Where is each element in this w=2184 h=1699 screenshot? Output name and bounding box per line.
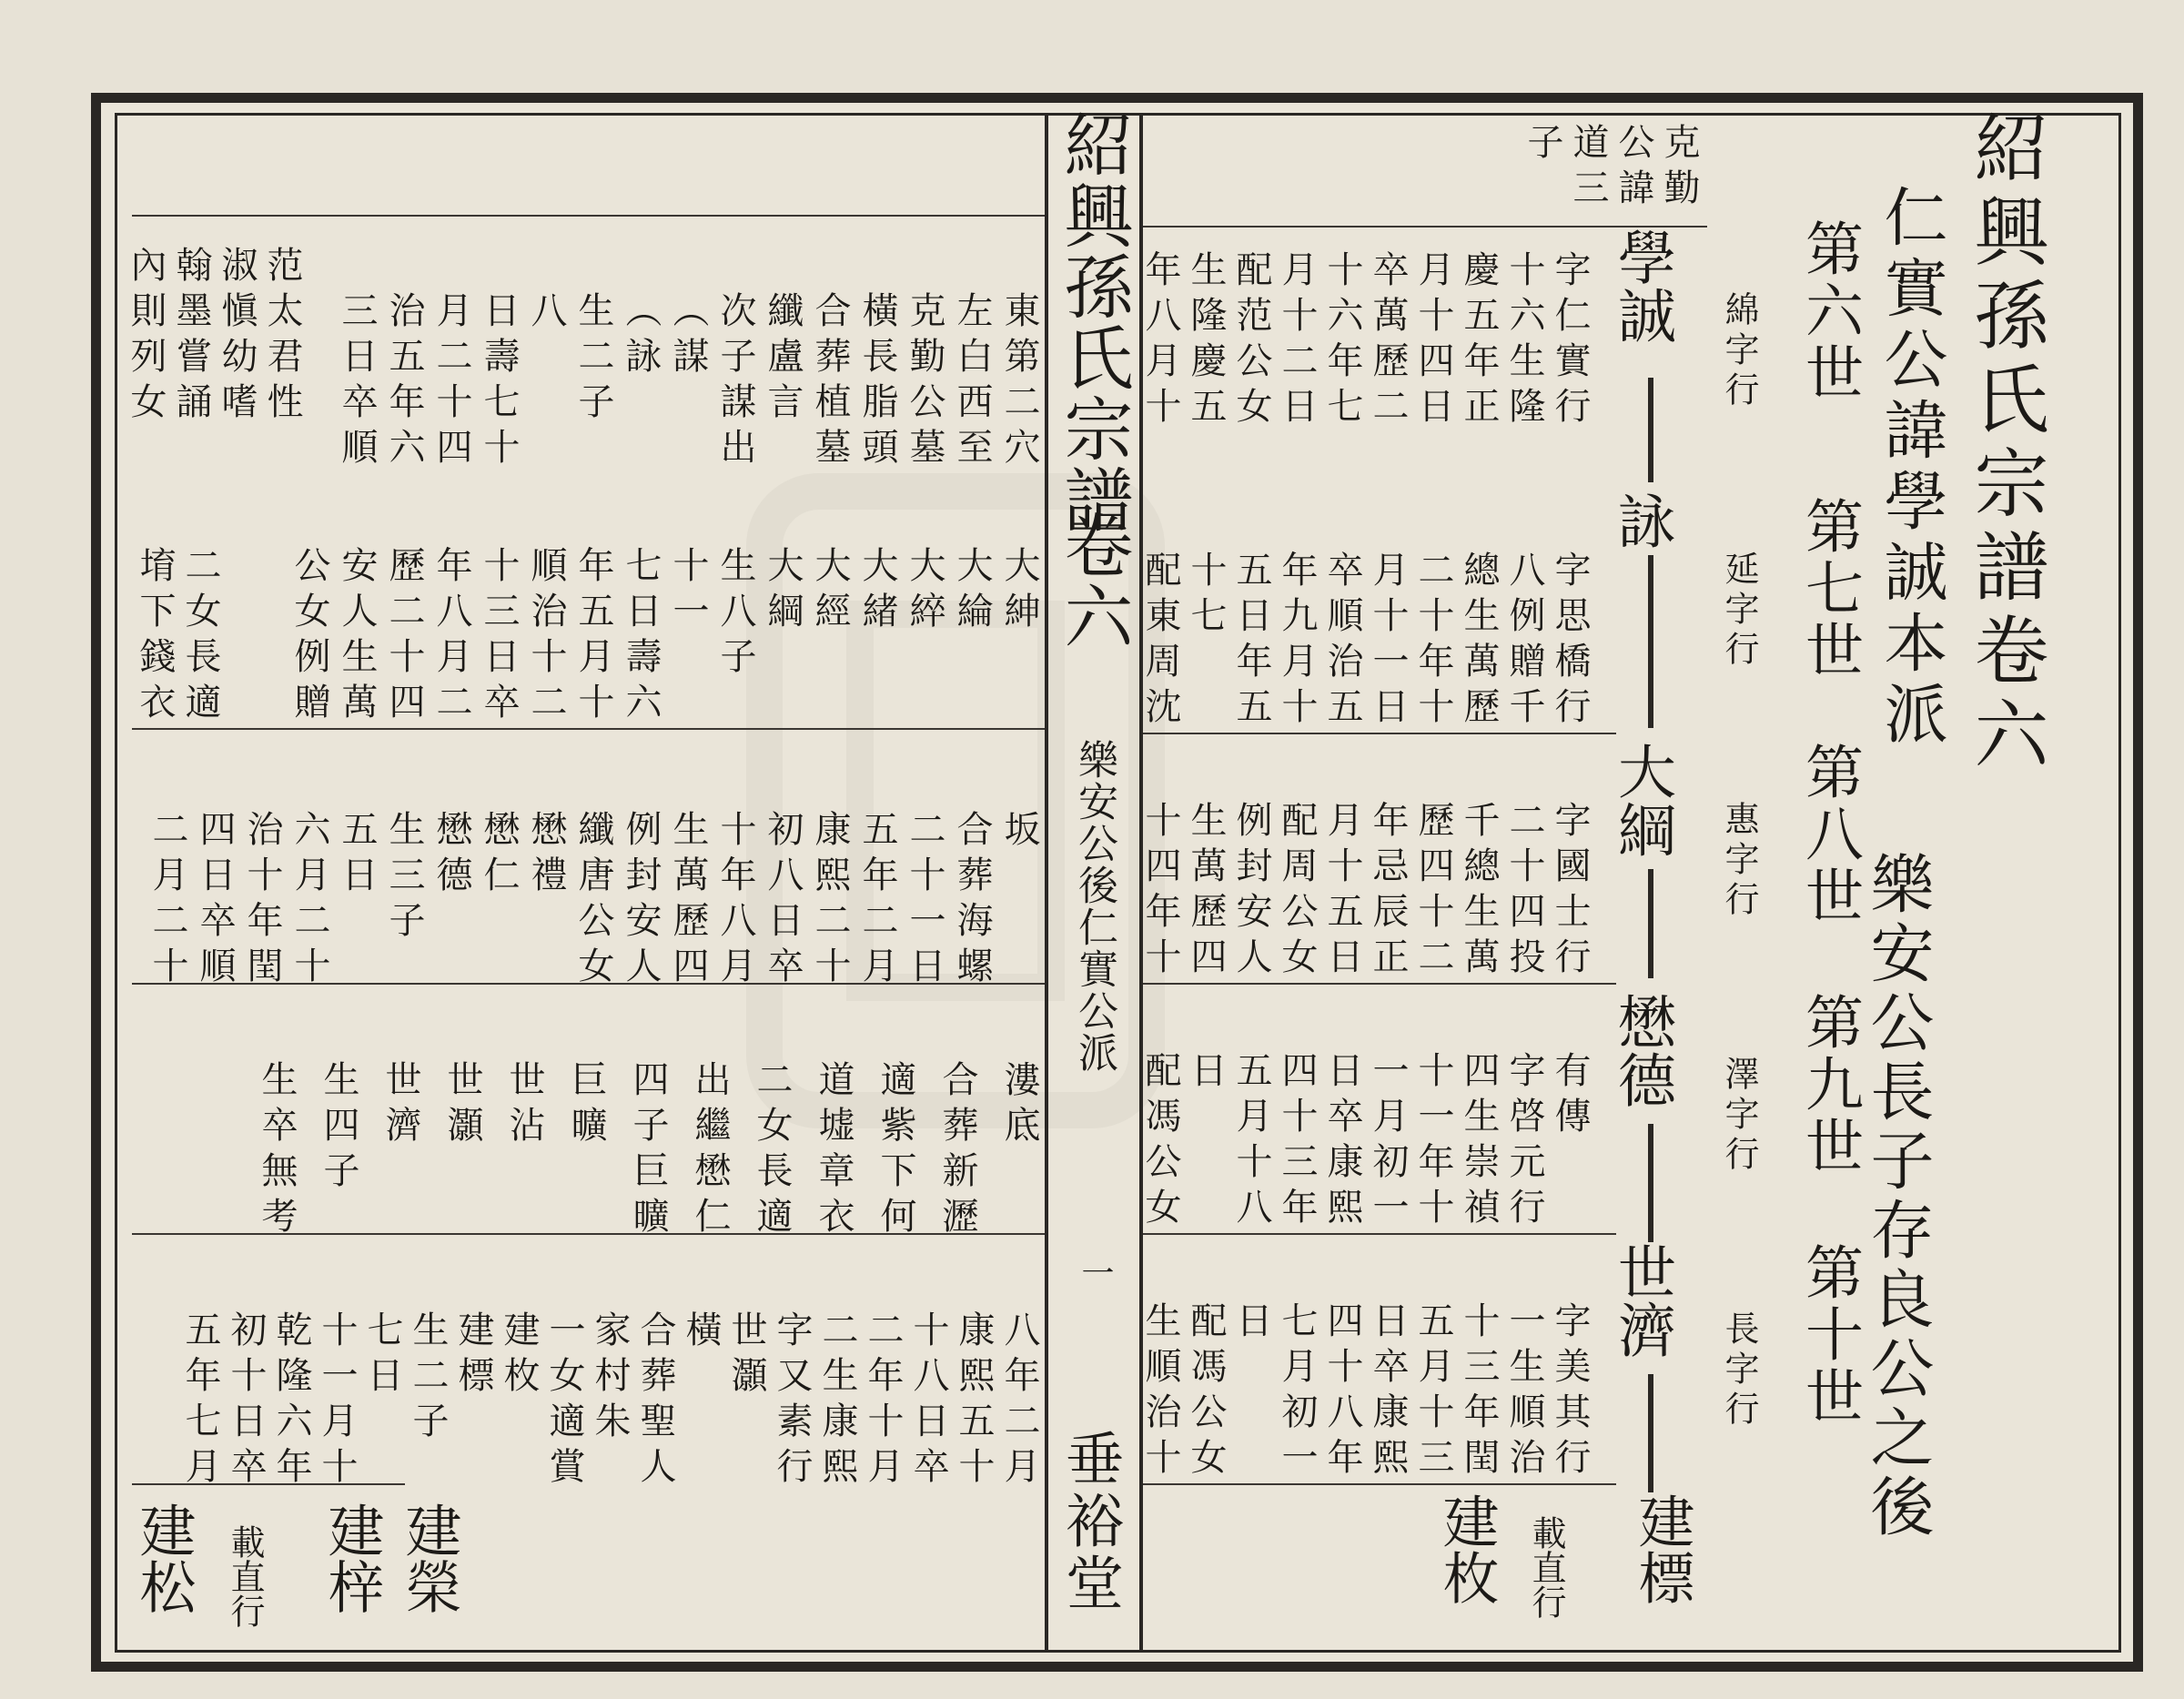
entry-column: 字國士行 (1549, 801, 1591, 983)
generation-10: 第十世 (1795, 1242, 1863, 1428)
entry-column: 左白西至 (951, 291, 993, 473)
entry-column: 大綱 (762, 546, 804, 637)
entry-column: 年八月十 (1139, 250, 1181, 432)
entry-column: 四十八年 (1321, 1301, 1363, 1483)
divider (1143, 226, 1707, 228)
entry-column: 翰墨嘗誦 (170, 246, 212, 428)
divider (132, 728, 1045, 730)
entry-column: 十三日卒 (478, 546, 520, 728)
entry-column: 年九月十 (1276, 551, 1318, 733)
left-bottom-label: 載直行 (225, 1524, 265, 1628)
hall-name: 垂裕堂 (1056, 1429, 1123, 1614)
generation-label-10: 長字行 (1719, 1310, 1759, 1431)
entry-column: 二生康熙 (816, 1310, 858, 1492)
entry-column: （謀 (667, 291, 709, 382)
entry-column: 五日 (336, 810, 378, 901)
entry-column: 月十二日 (1276, 250, 1318, 432)
entry-column: 日卒康熙 (1321, 1051, 1363, 1233)
entry-column: 十六年七 (1321, 250, 1363, 432)
entry-column: 道三 (1567, 123, 1609, 214)
entry-column: 出繼懋仁 (689, 1060, 731, 1242)
entry-column: 五月十八 (1230, 1051, 1272, 1233)
entry-column: 大經 (809, 546, 851, 637)
entry-column: 纖唐公女 (572, 810, 614, 992)
entry-column: 東第二穴 (998, 291, 1040, 473)
entry-column: 懋仁 (478, 810, 520, 901)
entry-column: （詠 (620, 291, 662, 382)
entry-column: 字啓元行 (1503, 1051, 1545, 1233)
lineage-connector (1648, 1124, 1653, 1242)
entry-column: 千總生萬 (1458, 801, 1500, 983)
entry-column: 漊底 (998, 1060, 1040, 1151)
lineage-name-9: 懋德 (1608, 992, 1675, 1108)
entry-column: 合葬聖人 (634, 1310, 676, 1492)
entry-column: 十七 (1185, 551, 1227, 642)
spine-title: 紹興孫氏宗譜 (1053, 109, 1134, 535)
entry-column: 橫長脂頭 (856, 291, 898, 473)
entry-column: 世沾 (503, 1060, 545, 1151)
entry-column: 配東周沈 (1139, 551, 1181, 733)
entry-column: 慶五年正 (1458, 250, 1500, 432)
lineage-name-7: 詠 (1608, 491, 1675, 550)
entry-column: 配周公女 (1276, 801, 1318, 983)
entry-column: 生三子 (383, 810, 425, 946)
entry-column: 一月初一 (1367, 1051, 1409, 1233)
entry-column: 日壽七十 (478, 291, 520, 473)
entry-column: 八 (525, 291, 567, 337)
entry-column: 巨曠 (565, 1060, 607, 1151)
entry-column: 大紳 (998, 546, 1040, 637)
entry-column: 字美其行 (1549, 1301, 1591, 1483)
entry-column: 十一年十 (1412, 1051, 1454, 1233)
entry-column: 一女適賞 (543, 1310, 585, 1492)
entry-column: 克勤公墓 (904, 291, 945, 473)
entry-column: 生隆慶五 (1185, 250, 1227, 432)
entry-column: 生卒無考 (256, 1060, 298, 1242)
entry-column: 十三年閏 (1458, 1301, 1500, 1483)
entry-column: 康熙二十 (809, 810, 851, 992)
entry-column: 配范公女 (1230, 250, 1272, 432)
entry-column: 日 (1230, 1301, 1272, 1347)
generation-8: 第八世 (1795, 742, 1863, 927)
entry-column: 月十四日 (1412, 250, 1454, 432)
entry-column: 二月二十 (147, 810, 188, 992)
entry-column: 年忌辰正 (1367, 801, 1409, 983)
entry-column: 四生崇禎 (1458, 1051, 1500, 1233)
entry-column: 適紫下何 (875, 1060, 916, 1242)
entry-column: 世灝 (441, 1060, 483, 1151)
entry-column: 五年二月 (856, 810, 898, 992)
entry-column: 世濟 (379, 1060, 421, 1151)
entry-column: 范太君性 (261, 246, 303, 428)
lineage-connector (1648, 378, 1653, 482)
entry-column: 總生萬歷 (1458, 551, 1500, 733)
entry-column: 初八日卒 (762, 810, 804, 992)
entry-column: 公諱 (1613, 123, 1654, 214)
generation-9: 第九世 (1795, 992, 1863, 1178)
entry-column: 年五月十 (572, 546, 614, 728)
lineage-name-10: 世濟 (1608, 1242, 1675, 1359)
entry-column: 五日年五 (1230, 551, 1272, 733)
entry-column: 生萬歷四 (1185, 801, 1227, 983)
entry-column: 合葬海螺 (951, 810, 993, 992)
spine-volume: 卷六 (1053, 510, 1134, 652)
entry-column: 纖盧言 (762, 291, 804, 428)
entry-column: 家村朱 (589, 1310, 631, 1447)
entry-column: 乾隆六年 (270, 1310, 312, 1492)
entry-column: 十一 (667, 546, 709, 637)
entry-column: 例封安人 (1230, 801, 1272, 983)
entry-column: 卒順治五 (1321, 551, 1363, 733)
entry-column: 二年十月 (862, 1310, 904, 1492)
entry-column: 治十年閏 (241, 810, 283, 992)
entry-column: 日 (1185, 1051, 1227, 1097)
entry-column: 十年八月 (714, 810, 756, 992)
entry-column: 七日 (361, 1310, 403, 1401)
entry-column: 初十日卒 (225, 1310, 267, 1492)
entry-column: 二十四投 (1503, 801, 1545, 983)
entry-column: 七月初一 (1276, 1301, 1318, 1483)
entry-column: 月十五日 (1321, 801, 1363, 983)
entry-column: 三日卒順 (336, 291, 378, 473)
entry-column: 內則列女 (125, 246, 167, 428)
entry-column: 二女長適 (179, 546, 221, 728)
entry-column: 四子巨曠 (627, 1060, 669, 1242)
entry-column: 橫 (680, 1310, 722, 1356)
divider (1143, 1483, 1616, 1485)
entry-column: 子 (1522, 123, 1563, 168)
page-number: 一 (1077, 1256, 1114, 1289)
divider (132, 215, 1045, 217)
entry-column: 月二十四 (430, 291, 472, 473)
entry-column: 月十一日 (1367, 551, 1409, 733)
entry-column: 八年二月 (998, 1310, 1040, 1492)
left-bottom-name: 建松 (130, 1502, 197, 1614)
entry-column: 七日壽六 (620, 546, 662, 728)
entry-column: 大綷 (904, 546, 945, 637)
entry-column: 日卒康熙 (1367, 1301, 1409, 1483)
generation-label-9: 澤字行 (1719, 1056, 1759, 1176)
lineage-connector (1648, 869, 1653, 978)
entry-column: 字思橋行 (1549, 551, 1591, 733)
generation-label-7: 延字行 (1719, 551, 1759, 671)
book-title: 紹興孫氏宗譜卷六 (1962, 109, 2048, 779)
entry-column: 淑愼幼嗜 (216, 246, 258, 428)
entry-column: 克勤 (1658, 123, 1700, 214)
branch-subtitle: 樂安公長子存良公之後 (1860, 851, 1935, 1542)
right-bottom-label: 載直行 (1526, 1515, 1566, 1619)
entry-column: 六月二十 (288, 810, 330, 992)
divider (1143, 983, 1616, 985)
lineage-connector (1648, 1374, 1653, 1492)
lineage-connector (1648, 555, 1653, 728)
entry-column: 二十一日 (904, 810, 945, 992)
entry-column: 生順治十 (1139, 1301, 1181, 1483)
entry-column: 大緒 (856, 546, 898, 637)
entry-column: 配馮公女 (1185, 1301, 1227, 1483)
entry-column: 有傳 (1549, 1051, 1591, 1142)
entry-column: 生二子 (407, 1310, 449, 1447)
entry-column: 五年七月 (179, 1310, 221, 1492)
lineage-name-8: 大綱 (1608, 742, 1675, 858)
entry-column: 配馮公女 (1139, 1051, 1181, 1233)
entry-column: 生萬歷四 (667, 810, 709, 992)
entry-column: 生八子 (714, 546, 756, 683)
entry-column: 康熙五十 (953, 1310, 995, 1492)
entry-column: 安人生萬 (336, 546, 378, 728)
entry-column: 懋禮 (525, 810, 567, 901)
entry-column: 世灝 (725, 1310, 767, 1401)
entry-column: 懋德 (430, 810, 472, 901)
left-bottom-name: 建榮 (396, 1502, 462, 1614)
entry-column: 十六生隆 (1503, 250, 1545, 432)
divider (1143, 733, 1616, 734)
entry-column: 五月十三 (1412, 1301, 1454, 1483)
entry-column: 建標 (452, 1310, 494, 1401)
entry-column: 歷四十二 (1412, 801, 1454, 983)
divider (1143, 1233, 1616, 1235)
entry-column: 道墟章衣 (813, 1060, 854, 1242)
right-bottom-name: 建枚 (1433, 1492, 1500, 1605)
entry-column: 例封安人 (620, 810, 662, 992)
spine-subtitle: 樂安公後仁實公派 (1071, 739, 1117, 1074)
entry-column: 四十三年 (1276, 1051, 1318, 1233)
entry-column: 治五年六 (383, 291, 425, 473)
entry-column: 年八月二 (430, 546, 472, 728)
entry-column: 順治十二 (525, 546, 567, 728)
right-bottom-name: 建標 (1629, 1492, 1695, 1605)
entry-column: 生二子 (572, 291, 614, 428)
left-bottom-name: 建梓 (318, 1502, 385, 1614)
generation-6: 第六世 (1795, 218, 1863, 404)
entry-column: 大綸 (951, 546, 993, 637)
lineage-name-6: 學誠 (1608, 228, 1675, 344)
divider (132, 1483, 405, 1485)
entry-column: 十四年十 (1139, 801, 1181, 983)
entry-column: 二十年十 (1412, 551, 1454, 733)
entry-column: 字又素行 (771, 1310, 813, 1492)
entry-column: 坂 (998, 810, 1040, 855)
generation-label-8: 惠字行 (1719, 801, 1759, 921)
branch-title: 仁實公諱學誠本派 (1874, 184, 1948, 752)
entry-column: 合葬植墓 (809, 291, 851, 473)
generation-label-6: 綿字行 (1719, 291, 1759, 411)
entry-column: 四日卒順 (194, 810, 236, 992)
entry-column: 字仁實行 (1549, 250, 1591, 432)
generation-7: 第七世 (1795, 496, 1863, 682)
entry-column: 一生順治 (1503, 1301, 1545, 1483)
entry-column: 生四子 (318, 1060, 359, 1197)
entry-column: 十一月十 (316, 1310, 358, 1492)
entry-column: 歷二十四 (383, 546, 425, 728)
entry-column: 堉下錢衣 (134, 546, 176, 728)
entry-column: 八例贈千 (1503, 551, 1545, 733)
entry-column: 十八日卒 (907, 1310, 949, 1492)
entry-column: 公女例贈 (288, 546, 330, 728)
entry-column: 次子謀出 (714, 291, 756, 473)
entry-column: 合葬新瀝 (936, 1060, 978, 1242)
entry-column: 二女長適 (751, 1060, 793, 1242)
entry-column: 卒萬歷二 (1367, 250, 1409, 432)
entry-column: 建枚 (498, 1310, 540, 1401)
